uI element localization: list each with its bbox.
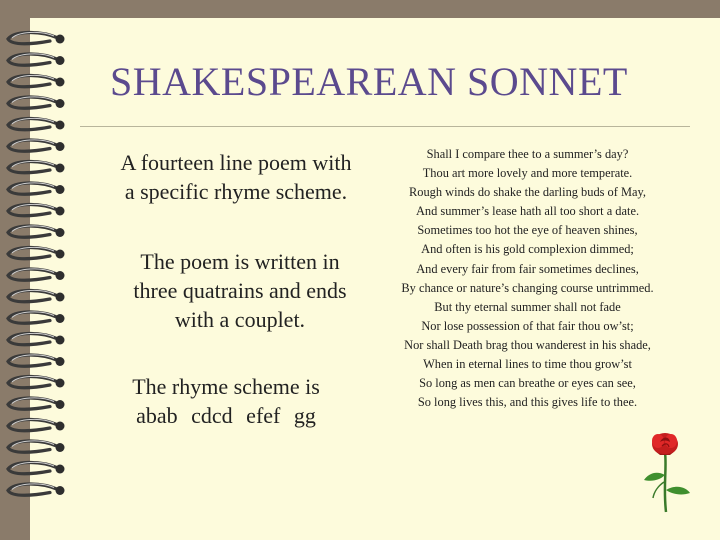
sonnet-line-5: Sometimes too hot the eye of heaven shines, <box>417 223 638 238</box>
spiral-ring <box>8 269 65 280</box>
spiral-ring <box>8 462 65 473</box>
slide-title: SHAKESPEAREAN SONNET <box>110 59 628 104</box>
rose-icon <box>636 430 696 515</box>
sonnet-line-9: But thy eternal summer shall not fade <box>434 299 621 314</box>
spiral-ring <box>8 376 65 387</box>
sonnet-line-11: Nor shall Death brag thou wanderest in his shade, <box>404 337 651 352</box>
definition-line-2: a specific rhyme scheme. <box>124 179 348 204</box>
spiral-ring <box>8 54 65 65</box>
spiral-ring <box>8 204 65 215</box>
spiral-ring <box>8 32 65 43</box>
spiral-ring <box>8 355 65 366</box>
definition-line-1: A fourteen line poem with <box>120 150 352 175</box>
spiral-ring <box>8 247 65 258</box>
title-divider <box>80 126 690 127</box>
sonnet-line-2: Thou art more lovely and more temperate. <box>422 166 633 181</box>
sonnet-line-14: So long lives this, and this gives life to thee. <box>417 395 638 410</box>
structure-line-1: The poem is written in <box>140 249 340 274</box>
spiral-ring <box>8 183 65 194</box>
spiral-binding <box>0 0 80 540</box>
rhyme-scheme-value: abab cdcd efef gg <box>136 403 316 428</box>
spiral-ring <box>8 441 65 452</box>
spiral-ring <box>8 161 65 172</box>
rhyme-scheme-text <box>96 372 356 430</box>
sonnet-line-4: And summer’s lease hath all too short a date. <box>415 204 640 219</box>
sonnet-line-12: When in eternal lines to time thou grow’st <box>423 357 632 372</box>
spiral-ring <box>8 140 65 151</box>
spiral-ring <box>8 333 65 344</box>
spiral-ring <box>8 419 65 430</box>
sonnet-line-13: So long as men can breathe or eyes can see, <box>419 376 636 391</box>
structure-line-3: with a couplet. <box>174 307 306 332</box>
spiral-ring <box>8 75 65 86</box>
sonnet-line-6: And often is his gold complexion dimmed; <box>421 242 634 257</box>
spiral-ring <box>8 226 65 237</box>
spiral-ring <box>8 97 65 108</box>
spiral-ring <box>8 118 65 129</box>
rhyme-scheme-label: The rhyme scheme is <box>132 374 320 399</box>
definition-text <box>86 148 386 206</box>
sonnet-line-7: And every fair from fair sometimes declines, <box>416 261 639 276</box>
sonnet-text <box>380 145 675 412</box>
spiral-ring <box>8 484 65 495</box>
sonnet-line-3: Rough winds do shake the darling buds of May, <box>408 185 646 200</box>
spiral-ring <box>8 312 65 323</box>
spiral-ring <box>8 290 65 301</box>
sonnet-line-10: Nor lose possession of that fair thou ow’st; <box>421 318 634 333</box>
structure-text <box>110 247 370 334</box>
sonnet-line-8: By chance or nature’s changing course untrimmed. <box>401 280 654 295</box>
structure-line-2: three quatrains and ends <box>133 278 347 303</box>
sonnet-line-1: Shall I compare thee to a summer’s day? <box>426 147 629 161</box>
spiral-ring <box>8 398 65 409</box>
